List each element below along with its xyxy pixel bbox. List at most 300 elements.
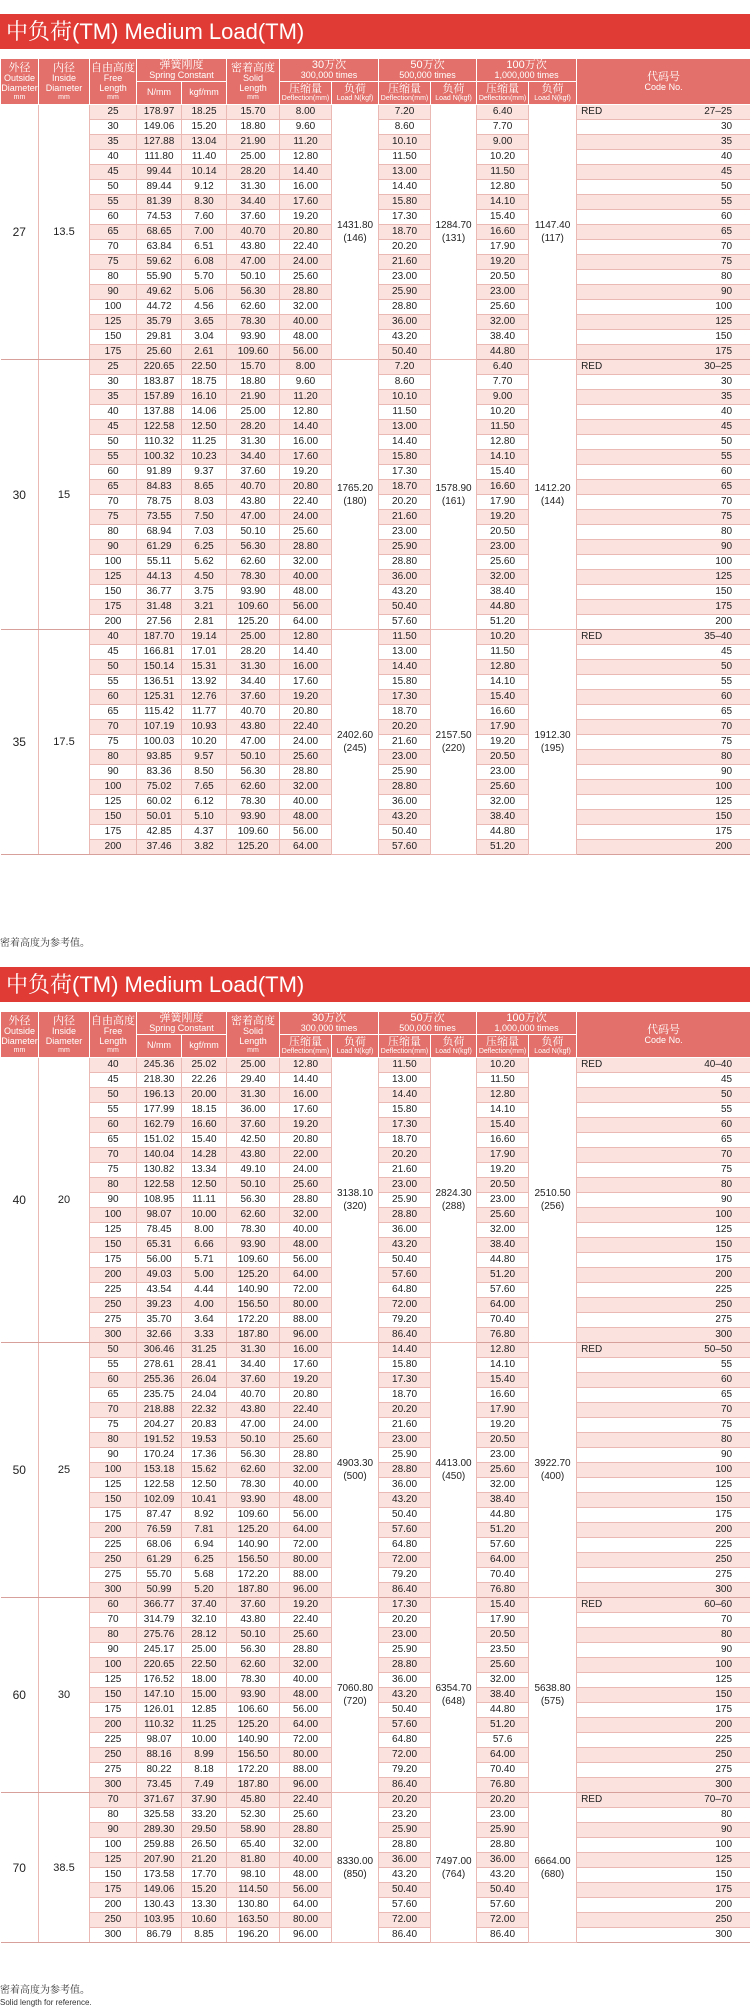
code-number: 200: [715, 841, 733, 852]
code-no: [577, 1388, 750, 1403]
deflection-300k: 64.00: [280, 1523, 332, 1538]
spring-constant-n: 102.09: [137, 1493, 182, 1508]
solid-length: 172.20: [227, 1313, 280, 1328]
solid-length: 37.60: [227, 1598, 280, 1613]
deflection-500k: 20.20: [379, 1148, 431, 1163]
spring-constant-n: 29.81: [137, 330, 182, 345]
deflection-1m: 7.70: [477, 375, 529, 390]
code-prefix: RED: [581, 1599, 603, 1610]
solid-length: 37.60: [227, 465, 280, 480]
spring-constant-n: 110.32: [137, 435, 182, 450]
spring-constant-kgf: 7.81: [182, 1523, 227, 1538]
spring-constant-n: 80.22: [137, 1763, 182, 1778]
free-length: 100: [90, 780, 137, 795]
code-no: [577, 405, 750, 420]
code-number: 125: [715, 1674, 733, 1685]
header-text: Deflection(mm): [478, 95, 527, 103]
deflection-1m: 44.80: [477, 825, 529, 840]
header-deflection: [280, 82, 332, 105]
load-value: 1912.30: [534, 730, 571, 741]
spring-constant-kgf: 8.03: [182, 495, 227, 510]
code-number: 175: [715, 601, 733, 612]
deflection-300k: 32.00: [280, 300, 332, 315]
spring-constant-n: 218.88: [137, 1403, 182, 1418]
deflection-1m: 86.40: [477, 1928, 529, 1943]
solid-length: 125.20: [227, 615, 280, 630]
deflection-1m: 38.40: [477, 1493, 529, 1508]
free-length: 60: [90, 1373, 137, 1388]
spring-constant-n: 130.43: [137, 1898, 182, 1913]
solid-length: 45.80: [227, 1793, 280, 1808]
code-number: 225: [715, 1284, 733, 1295]
code-no: [577, 840, 750, 855]
free-length: 70: [90, 1793, 137, 1808]
code-no: [577, 1568, 750, 1583]
free-length: 175: [90, 600, 137, 615]
deflection-1m: 32.00: [477, 1673, 529, 1688]
deflection-300k: 19.20: [280, 465, 332, 480]
code-no: [577, 120, 750, 135]
header-text: 负荷: [442, 1036, 465, 1049]
deflection-300k: 32.00: [280, 1658, 332, 1673]
header-solid-length: [227, 1012, 280, 1058]
table-row: [1, 1793, 750, 1808]
load-value: 3922.70: [534, 1458, 571, 1469]
free-length: 150: [90, 1238, 137, 1253]
code-number: 60: [720, 691, 733, 702]
deflection-300k: 22.40: [280, 240, 332, 255]
code-number: 75: [720, 1164, 733, 1175]
load-kgf: (256): [540, 1201, 565, 1212]
spring-constant-n: 44.72: [137, 300, 182, 315]
code-no: [577, 1118, 750, 1133]
deflection-1m: 51.20: [477, 840, 529, 855]
code-number: 90: [720, 286, 733, 297]
deflection-500k: 13.00: [379, 1073, 431, 1088]
load-kgf: (320): [343, 1201, 367, 1212]
header-code-no: [577, 59, 750, 105]
solid-length: 125.20: [227, 840, 280, 855]
code-number: 125: [715, 1224, 733, 1235]
code-number: 200: [715, 1899, 733, 1910]
free-length: 55: [90, 195, 137, 210]
solid-length: 47.00: [227, 1418, 280, 1433]
deflection-500k: 21.60: [379, 510, 431, 525]
header-load: [332, 82, 379, 105]
header-inside-diameter: [39, 1012, 90, 1058]
deflection-500k: 20.20: [379, 495, 431, 510]
deflection-300k: 80.00: [280, 1913, 332, 1928]
solid-length: 49.10: [227, 1163, 280, 1178]
deflection-1m: 20.50: [477, 525, 529, 540]
free-length: 25: [90, 360, 137, 375]
load-kgf: (146): [343, 233, 367, 244]
load-1m: [529, 1343, 577, 1598]
deflection-1m: 12.80: [477, 660, 529, 675]
spring-constant-kgf: 37.40: [182, 1598, 227, 1613]
solid-length: 93.90: [227, 1493, 280, 1508]
code-number: 100: [715, 1659, 733, 1670]
inside-diameter: 20: [39, 1058, 90, 1343]
spring-constant-kgf: 8.65: [182, 480, 227, 495]
spring-constant-n: 107.19: [137, 720, 182, 735]
free-length: 25: [90, 105, 137, 120]
inside-diameter: 25: [39, 1343, 90, 1598]
free-length: 150: [90, 1868, 137, 1883]
header-1m-times: [477, 1012, 577, 1035]
code-number: 50: [720, 1089, 733, 1100]
spring-constant-n: 31.48: [137, 600, 182, 615]
spring-constant-kgf: 10.41: [182, 1493, 227, 1508]
spring-constant-n: 115.42: [137, 705, 182, 720]
load-500k: [431, 1343, 477, 1598]
deflection-300k: 28.80: [280, 1823, 332, 1838]
solid-length: 187.80: [227, 1328, 280, 1343]
deflection-500k: 36.00: [379, 570, 431, 585]
deflection-1m: 17.90: [477, 1148, 529, 1163]
free-length: 50: [90, 180, 137, 195]
code-number: 65: [720, 1389, 733, 1400]
code-number: 300: [715, 1584, 733, 1595]
code-no: [577, 1373, 750, 1388]
code-no: [577, 1778, 750, 1793]
code-number: 150: [715, 1239, 733, 1250]
load-300k: [332, 1793, 379, 1943]
spring-constant-kgf: 18.00: [182, 1673, 227, 1688]
spring-constant-n: 136.51: [137, 675, 182, 690]
load-value: 6664.00: [534, 1855, 571, 1867]
header-text: 300,000 times: [300, 1023, 358, 1034]
solid-length: 109.60: [227, 345, 280, 360]
free-length: 90: [90, 1193, 137, 1208]
inside-diameter: 15: [39, 360, 90, 630]
code-no: [577, 1148, 750, 1163]
spring-constant-kgf: 20.00: [182, 1088, 227, 1103]
solid-length: 109.60: [227, 1508, 280, 1523]
code-number: 125: [715, 796, 733, 807]
code-no: [577, 1268, 750, 1283]
solid-length: 31.30: [227, 435, 280, 450]
deflection-1m: 64.00: [477, 1748, 529, 1763]
solid-length: 31.30: [227, 1088, 280, 1103]
spring-constant-kgf: 28.12: [182, 1628, 227, 1643]
free-length: 55: [90, 675, 137, 690]
header-text: kgf/mm: [189, 87, 219, 98]
spring-constant-kgf: 4.56: [182, 300, 227, 315]
solid-length: 31.30: [227, 1343, 280, 1358]
deflection-500k: 86.40: [379, 1328, 431, 1343]
deflection-500k: 10.10: [379, 390, 431, 405]
deflection-500k: 11.50: [379, 405, 431, 420]
spring-constant-kgf: 22.50: [182, 1658, 227, 1673]
code-number: 175: [715, 346, 733, 357]
deflection-500k: 57.60: [379, 615, 431, 630]
code-no: [577, 1088, 750, 1103]
deflection-500k: 79.20: [379, 1763, 431, 1778]
spring-constant-n: 93.85: [137, 750, 182, 765]
spring-constant-n: 99.44: [137, 165, 182, 180]
code-number: 225: [715, 1734, 733, 1745]
spring-constant-kgf: 15.20: [182, 120, 227, 135]
load-value: 1578.90: [435, 482, 472, 494]
load-value: 4413.00: [435, 1458, 472, 1469]
spring-constant-kgf: 4.00: [182, 1298, 227, 1313]
code-no: [577, 255, 750, 270]
code-no: [577, 480, 750, 495]
free-length: 55: [90, 1358, 137, 1373]
code-number: 80: [720, 1629, 733, 1640]
spring-constant-n: 196.13: [137, 1088, 182, 1103]
deflection-300k: 40.00: [280, 1478, 332, 1493]
code-no: [577, 600, 750, 615]
deflection-300k: 56.00: [280, 345, 332, 360]
spring-constant-n: 183.87: [137, 375, 182, 390]
deflection-500k: 43.20: [379, 810, 431, 825]
deflection-300k: 22.40: [280, 1403, 332, 1418]
header-text: 弹簧刚度: [159, 1012, 204, 1024]
code-number: 175: [715, 1884, 733, 1895]
header-text: Load N(kgf): [435, 1048, 472, 1056]
load-value: 1765.20: [336, 482, 374, 494]
spring-constant-kgf: 8.99: [182, 1748, 227, 1763]
header-text: Diameter: [1, 1035, 38, 1046]
free-length: 80: [90, 270, 137, 285]
load-value: 1147.40: [534, 220, 571, 231]
code-no: [577, 1688, 750, 1703]
deflection-500k: 11.50: [379, 150, 431, 165]
spring-constant-kgf: 10.93: [182, 720, 227, 735]
deflection-300k: 25.60: [280, 1808, 332, 1823]
solid-length: 47.00: [227, 735, 280, 750]
deflection-500k: 13.00: [379, 420, 431, 435]
code-no: [577, 675, 750, 690]
code-number: 80: [720, 1434, 733, 1445]
deflection-1m: 25.60: [477, 1208, 529, 1223]
header-text: 负荷: [442, 83, 465, 96]
code-no: [577, 735, 750, 750]
deflection-300k: 22.40: [280, 1793, 332, 1808]
code-number: 65: [720, 481, 733, 492]
deflection-1m: 20.50: [477, 1628, 529, 1643]
deflection-300k: 11.20: [280, 390, 332, 405]
deflection-300k: 28.80: [280, 285, 332, 300]
deflection-1m: 15.40: [477, 465, 529, 480]
solid-length: 98.10: [227, 1868, 280, 1883]
spring-constant-n: 68.94: [137, 525, 182, 540]
deflection-500k: 25.90: [379, 540, 431, 555]
free-length: 40: [90, 405, 137, 420]
header-spring-constant: [137, 1012, 227, 1035]
code-number: 90: [720, 1194, 733, 1205]
deflection-500k: 64.80: [379, 1283, 431, 1298]
load-value: 2510.50: [534, 1188, 571, 1199]
code-no: [577, 750, 750, 765]
solid-length: 43.80: [227, 1148, 280, 1163]
spring-constant-kgf: 11.25: [182, 1718, 227, 1733]
free-length: 250: [90, 1553, 137, 1568]
deflection-1m: 14.10: [477, 675, 529, 690]
code-no: [577, 630, 750, 645]
deflection-300k: 72.00: [280, 1283, 332, 1298]
deflection-300k: 22.40: [280, 720, 332, 735]
load-kgf: (764): [441, 1868, 466, 1880]
deflection-300k: 48.00: [280, 1238, 332, 1253]
code-number: 55: [720, 1359, 733, 1370]
deflection-300k: 48.00: [280, 1493, 332, 1508]
deflection-500k: 36.00: [379, 315, 431, 330]
solid-length: 50.10: [227, 1628, 280, 1643]
code-number: 100: [715, 781, 733, 792]
header-deflection: [379, 82, 431, 105]
spring-constant-n: 68.65: [137, 225, 182, 240]
load-300k: [332, 1343, 379, 1598]
deflection-300k: 22.40: [280, 495, 332, 510]
code-no: [577, 345, 750, 360]
deflection-500k: 36.00: [379, 1478, 431, 1493]
code-no: [577, 1793, 750, 1808]
solid-length: 125.20: [227, 1523, 280, 1538]
spring-constant-n: 149.06: [137, 1883, 182, 1898]
table-row: [1, 1058, 750, 1073]
spring-constant-kgf: 15.31: [182, 660, 227, 675]
spring-constant-kgf: 4.37: [182, 825, 227, 840]
header-1m-times: [477, 59, 577, 82]
deflection-500k: 18.70: [379, 480, 431, 495]
deflection-300k: 56.00: [280, 825, 332, 840]
spring-constant-n: 49.62: [137, 285, 182, 300]
deflection-1m: 57.60: [477, 1898, 529, 1913]
deflection-1m: 38.40: [477, 810, 529, 825]
header-text: Length: [239, 1035, 267, 1046]
code-number: 175: [715, 1509, 733, 1520]
header-free-length: [90, 1012, 137, 1058]
solid-length: 56.30: [227, 1643, 280, 1658]
deflection-300k: 25.60: [280, 1433, 332, 1448]
code-no: [577, 780, 750, 795]
code-no: [577, 615, 750, 630]
spring-constant-kgf: 3.21: [182, 600, 227, 615]
load-kgf: (195): [540, 743, 565, 754]
code-no: [577, 1838, 750, 1853]
deflection-300k: 14.40: [280, 165, 332, 180]
deflection-1m: 19.20: [477, 1163, 529, 1178]
code-number: 125: [715, 316, 733, 327]
load-kgf: (720): [343, 1696, 367, 1707]
deflection-1m: 25.60: [477, 780, 529, 795]
solid-length: 106.60: [227, 1703, 280, 1718]
header-text: Solid: [243, 1025, 264, 1036]
deflection-300k: 25.60: [280, 1628, 332, 1643]
code-no: [577, 1433, 750, 1448]
header-text: 外径: [8, 61, 31, 74]
code-number: 70: [720, 1404, 733, 1415]
solid-length: 37.60: [227, 1118, 280, 1133]
load-value: 7497.00: [435, 1855, 472, 1867]
free-length: 75: [90, 735, 137, 750]
deflection-300k: 8.00: [280, 360, 332, 375]
free-length: 70: [90, 1403, 137, 1418]
header-text: mm: [107, 93, 119, 101]
free-length: 150: [90, 1688, 137, 1703]
header-load: [431, 82, 477, 105]
header-text: 100万次: [506, 1012, 547, 1024]
solid-length: 62.60: [227, 1208, 280, 1223]
header-text: 弹簧刚度: [159, 59, 204, 71]
deflection-500k: 15.80: [379, 1103, 431, 1118]
deflection-1m: 10.20: [477, 1058, 529, 1073]
deflection-1m: 23.00: [477, 765, 529, 780]
solid-length: 140.90: [227, 1283, 280, 1298]
solid-length: 47.00: [227, 255, 280, 270]
free-length: 30: [90, 375, 137, 390]
deflection-500k: 86.40: [379, 1583, 431, 1598]
code-number: 300: [715, 1779, 733, 1790]
header-text: Spring Constant: [149, 1023, 214, 1034]
solid-length: 56.30: [227, 285, 280, 300]
code-number: 45: [720, 421, 733, 432]
solid-length: 125.20: [227, 1718, 280, 1733]
header-text: Deflection(mm): [478, 1048, 527, 1056]
code-number: 100: [715, 301, 733, 312]
spring-constant-n: 37.46: [137, 840, 182, 855]
spring-constant-n: 371.67: [137, 1793, 182, 1808]
spring-constant-n: 103.95: [137, 1913, 182, 1928]
free-length: 50: [90, 435, 137, 450]
deflection-1m: 57.6: [477, 1733, 529, 1748]
code-number: 250: [715, 1914, 733, 1925]
spring-constant-kgf: 2.61: [182, 345, 227, 360]
spring-constant-kgf: 15.40: [182, 1133, 227, 1148]
header-text: Code No.: [644, 1034, 683, 1045]
spring-constant-n: 39.23: [137, 1298, 182, 1313]
spring-constant-kgf: 31.25: [182, 1343, 227, 1358]
spring-constant-n: 61.29: [137, 540, 182, 555]
free-length: 200: [90, 1718, 137, 1733]
code-number: 80: [720, 751, 733, 762]
spring-constant-n: 35.70: [137, 1313, 182, 1328]
deflection-300k: 20.80: [280, 705, 332, 720]
deflection-300k: 88.00: [280, 1763, 332, 1778]
deflection-500k: 23.20: [379, 1808, 431, 1823]
deflection-300k: 12.80: [280, 405, 332, 420]
code-number: 175: [715, 1704, 733, 1715]
spring-constant-kgf: 9.12: [182, 180, 227, 195]
code-no: [577, 765, 750, 780]
header-text: 代码号: [647, 1023, 681, 1036]
code-no: [577, 1523, 750, 1538]
header-text: N/mm: [147, 87, 171, 98]
header-text: 自由高度: [91, 61, 135, 74]
header-text: 负荷: [541, 1036, 564, 1049]
solid-length: 65.40: [227, 1838, 280, 1853]
solid-length: 34.40: [227, 195, 280, 210]
header-text: 压缩量: [289, 83, 323, 96]
spring-constant-n: 98.07: [137, 1733, 182, 1748]
code-number: 40–40: [704, 1059, 733, 1070]
deflection-1m: 11.50: [477, 165, 529, 180]
deflection-1m: 36.00: [477, 1853, 529, 1868]
free-length: 55: [90, 1103, 137, 1118]
deflection-300k: 28.80: [280, 765, 332, 780]
code-number: 35: [720, 136, 733, 147]
load-value: 5638.80: [534, 1683, 571, 1694]
solid-length: 56.30: [227, 1448, 280, 1463]
free-length: 70: [90, 240, 137, 255]
code-number: 27–25: [704, 106, 733, 117]
header-text: mm: [247, 1046, 259, 1054]
spring-constant-n: 78.45: [137, 1223, 182, 1238]
code-no: [577, 585, 750, 600]
